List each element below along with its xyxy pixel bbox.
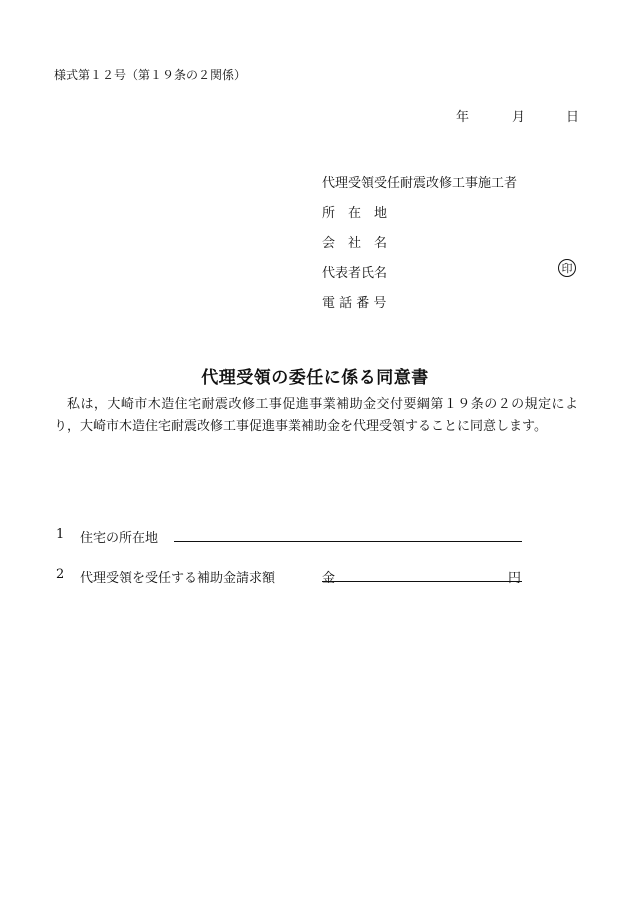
item-2-number: 2 (56, 567, 65, 582)
contractor-title: 代理受領受任耐震改修工事施工者 (322, 176, 518, 191)
item-2-underline (322, 581, 522, 582)
seal-mark: 印 (558, 259, 576, 277)
item-2-suffix: 円 (508, 571, 522, 586)
phone-label: 電 話 番 号 (322, 296, 387, 311)
address-label: 所 在 地 (322, 206, 388, 221)
item-1-underline (174, 541, 522, 542)
item-2-prefix: 金 (322, 571, 336, 586)
representative-label: 代表者氏名 (322, 266, 388, 281)
date-year: 年 (456, 110, 470, 125)
date-day: 日 (566, 110, 580, 125)
date-month: 月 (512, 110, 526, 125)
form-number: 様式第１２号（第１９条の２関係） (54, 68, 247, 82)
consent-body: 私は，大崎市木造住宅耐震改修工事促進事業補助金交付要綱第１９条の２の規定により，大崎市木造住宅耐震改修工事促進事業補助金を代理受領することに同意します。 (54, 397, 578, 434)
document-title: 代理受領の委任に係る同意書 (201, 368, 429, 388)
item-2-label: 代理受領を受任する補助金請求額 (80, 571, 276, 586)
item-1-label: 住宅の所在地 (80, 531, 159, 546)
item-1-number: 1 (56, 527, 65, 542)
company-label: 会 社 名 (322, 236, 388, 251)
